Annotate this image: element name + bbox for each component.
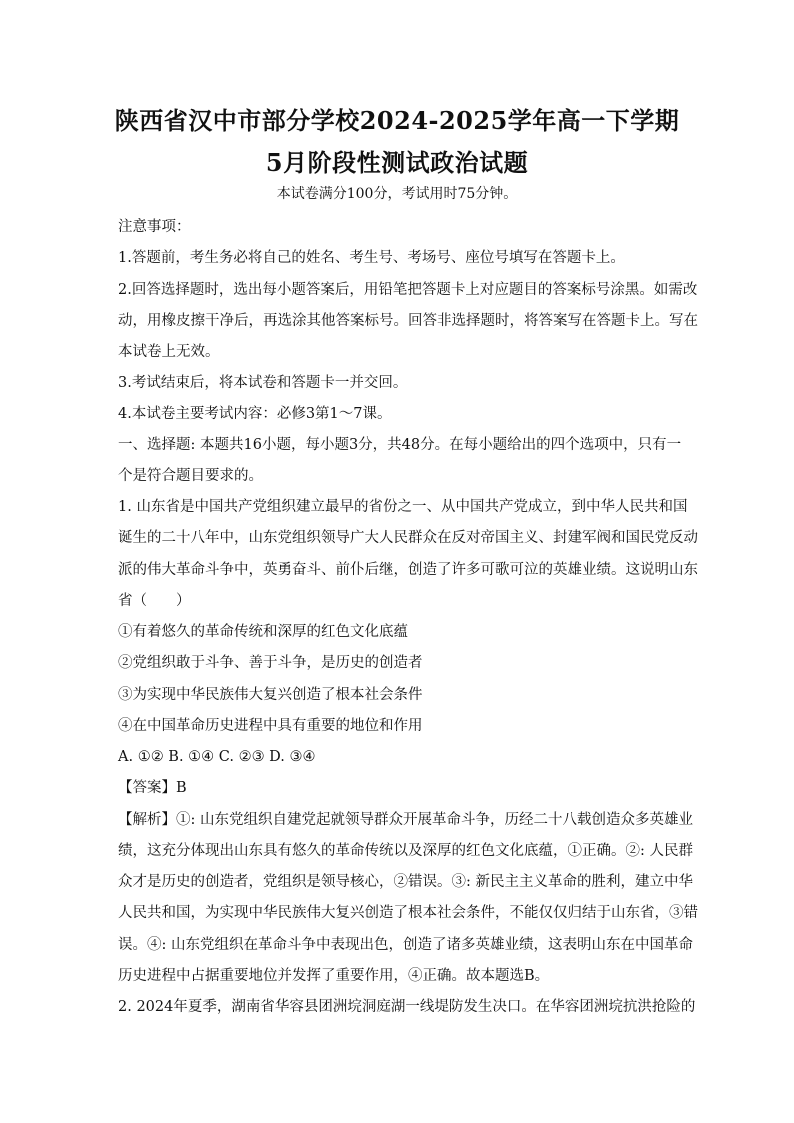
- question-1-analysis-line: 人民共和国，为实现中华民族伟大复兴创造了根本社会条件，不能仅仅归结于山东省，③错: [118, 905, 698, 921]
- question-1-analysis-line: 误。④: 山东党组织在革命斗争中表现出色，创造了诸多英雄业绩，这表明山东在中国革命: [118, 937, 693, 953]
- question-1-stem-line: 省（ ）: [118, 593, 191, 609]
- section-heading-line: 一、选择题: 本题共16小题，每小题3分，共48分。在每小题给出的四个选项中，只有一: [118, 437, 682, 453]
- question-1-answer: 【答案】B: [118, 780, 187, 796]
- question-2-stem-line: 2. 2024年夏季，湖南省华容县团洲垸洞庭湖一线堤防发生决口。在华容团洲垸抗洪抢险的: [118, 999, 696, 1015]
- exam-title-line2: 5月阶段性测试政治试题: [265, 148, 529, 177]
- note-line: 动，用橡皮擦干净后，再选涂其他答案标号。回答非选择题时，将答案写在答题卡上。写在: [118, 313, 698, 329]
- note-line: 本试卷上无效。: [118, 344, 220, 360]
- question-1-stem-line: 1. 山东省是中国共产党组织建立最早的省份之一、从中国共产党成立，到中华人民共和国: [118, 499, 688, 515]
- note-line: 2.回答选择题时，选出每小题答案后，用铅笔把答题卡上对应题目的答案标号涂黑。如需改: [118, 282, 698, 298]
- notes-heading: 注意事项：: [118, 219, 191, 235]
- question-1-options: A. ①② B. ①④ C. ②③ D. ③④: [118, 749, 316, 765]
- question-1-analysis-line: 绩，这充分体现出山东具有悠久的革命传统以及深厚的红色文化底蕴，①正确。②: 人民群: [118, 843, 693, 859]
- section-heading-line: 个是符合题目要求的。: [118, 468, 263, 484]
- note-line: 1.答题前，考生务必将自己的姓名、考生号、考场号、座位号填写在答题卡上。: [118, 250, 625, 266]
- question-1-item: ①有着悠久的革命传统和深厚的红色文化底蕴: [118, 624, 408, 640]
- question-1-stem-line: 诞生的二十八年中，山东党组织领导广大人民群众在反对帝国主义、封建军阀和国民党反动: [118, 530, 698, 546]
- exam-title-line1: 陕西省汉中市部分学校2024-2025学年高一下学期: [114, 106, 680, 135]
- question-1-analysis-line: 【解析】①: 山东党组织自建党起就领导群众开展革命斗争，历经二十八载创造众多英雄业: [118, 812, 693, 828]
- note-line: 4.本试卷主要考试内容：必修3第1～7课。: [118, 406, 392, 422]
- question-1-analysis-line: 历史进程中占据重要地位并发挥了重要作用，④正确。故本题选B。: [118, 968, 550, 984]
- question-1-stem-line: 派的伟大革命斗争中，英勇奋斗、前仆后继，创造了许多可歌可泣的英雄业绩。这说明山东: [118, 562, 698, 578]
- question-1-item: ④在中国革命历史进程中具有重要的地位和作用: [118, 718, 423, 734]
- question-1-analysis-line: 众才是历史的创造者，党组织是领导核心，②错误。③: 新民主主义革命的胜利，建立中华: [118, 874, 693, 890]
- question-1-item: ③为实现中华民族伟大复兴创造了根本社会条件: [118, 687, 423, 703]
- note-line: 3.考试结束后，将本试卷和答题卡一并交回。: [118, 375, 408, 391]
- question-1-item: ②党组织敢于斗争、善于斗争，是历史的创造者: [118, 655, 423, 671]
- exam-info: 本试卷满分100分，考试用时75分钟。: [276, 186, 518, 202]
